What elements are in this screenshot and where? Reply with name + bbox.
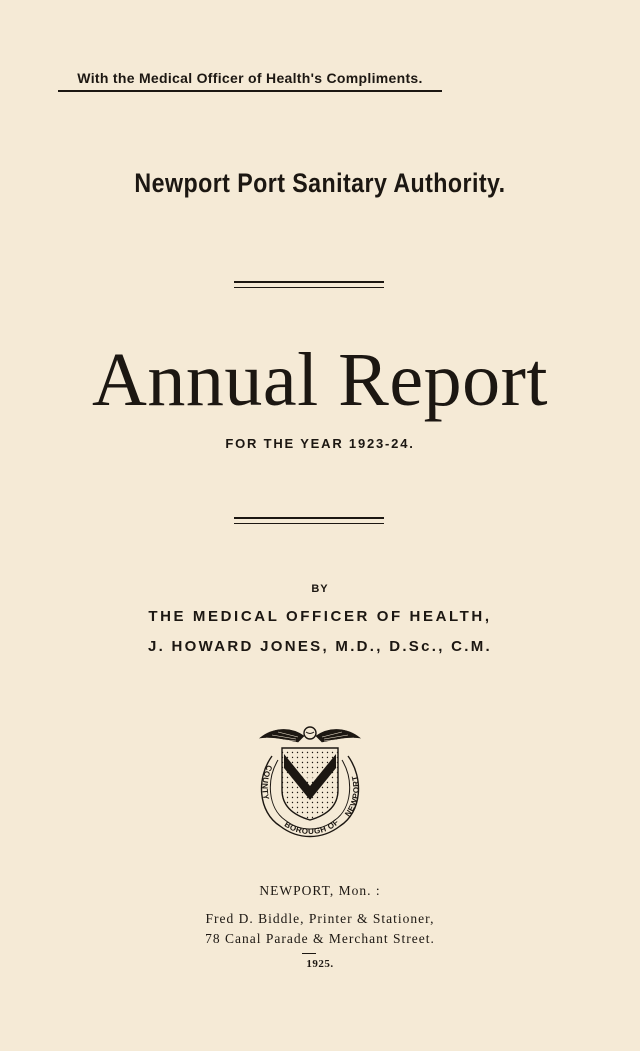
borough-seal-icon [250,720,370,844]
imprint-place: NEWPORT, Mon. : [259,883,381,898]
author-name: J. HOWARD JONES, M.D., D.Sc., C.M. [147,638,493,655]
seal-left-label: COUNTY [260,763,274,801]
seal-right-label: NEWPORT [343,774,361,819]
by-label: BY [311,583,329,595]
divider-rule-bottom [234,517,384,524]
compliments-line: With the Medical Officer of Health's Compliments. [77,70,423,86]
divider-rule-top [234,281,384,288]
publication-year: 1925. [306,958,334,970]
author-role: THE MEDICAL OFFICER OF HEALTH, [148,608,492,625]
cherub-icon [260,727,360,742]
report-subtitle: FOR THE YEAR 1923-24. [225,436,415,451]
report-title: Annual Report [91,338,549,422]
seal-bottom-label: BOROUGH OF [282,817,341,837]
year-dash [302,953,316,954]
imprint-printer: Fred D. Biddle, Printer & Stationer, [205,911,435,926]
authority-heading: Newport Port Sanitary Authority. [134,168,506,198]
shield-icon [282,748,338,820]
svg-text:COUNTY [260,764,274,801]
svg-text:NEWPORT [343,775,361,819]
imprint-address: 78 Canal Parade & Merchant Street. [205,931,435,946]
compliments-underline [58,90,442,92]
